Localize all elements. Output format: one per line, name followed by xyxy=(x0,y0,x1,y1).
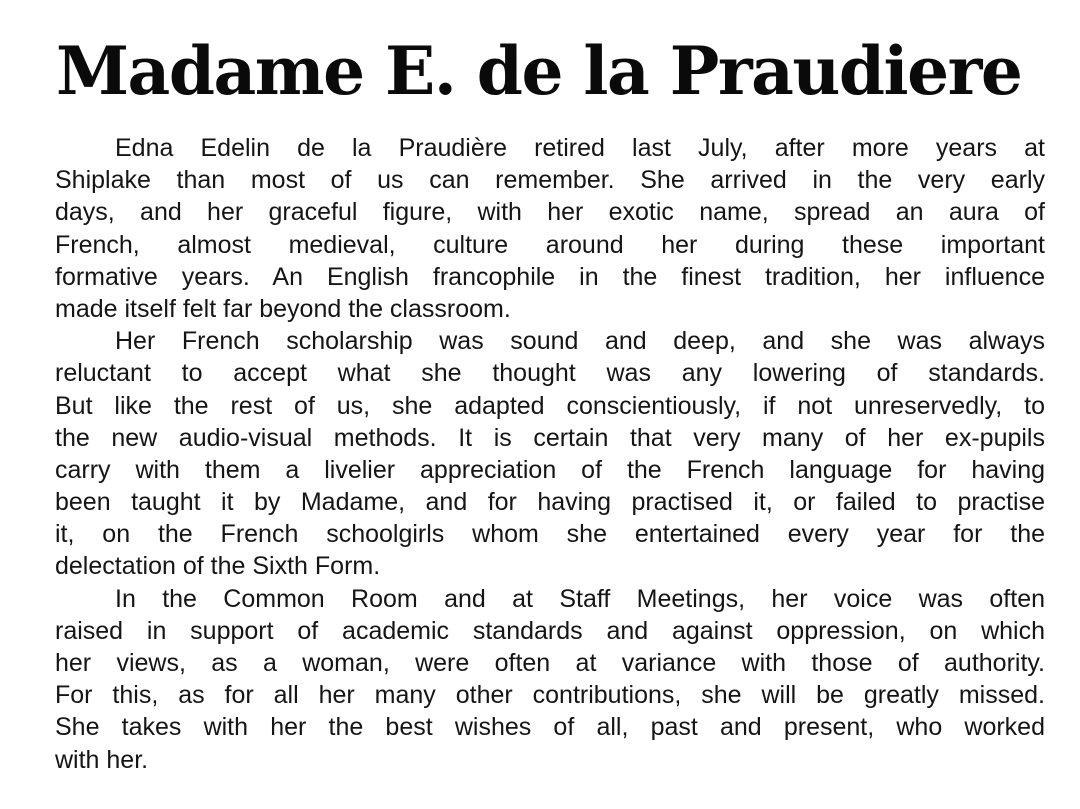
text-line: For this, as for all her many other contributions, she will be greatly missed. xyxy=(55,681,1045,710)
text-line: carry with them a livelier appreciation of the French language for having xyxy=(55,455,1045,484)
text-line: her views, as a woman, were often at variance with those of authority. xyxy=(55,649,1045,677)
text-line: Shiplake than most of us can remember. She arrived in the very early xyxy=(55,166,1045,195)
text-line: made itself felt far beyond the classroom. xyxy=(55,294,511,323)
paragraph xyxy=(55,583,1045,776)
text-line: raised in support of academic standards and against oppression, on which xyxy=(55,616,1045,645)
article-body xyxy=(55,132,1045,776)
text-line: But like the rest of us, she adapted conscientiously, if not unreservedly, to xyxy=(55,391,1045,420)
text-line: Edna Edelin de la Praudière retired last July, after more years at xyxy=(115,134,1045,162)
paragraph xyxy=(55,325,1045,583)
text-line: formative years. An English francophile in the finest tradition, her influence xyxy=(55,262,1045,291)
text-line: French, almost medieval, culture around her during these important xyxy=(55,230,1045,259)
paragraph xyxy=(55,132,1045,325)
text-line: In the Common Room and at Staff Meetings, her voice was often xyxy=(115,584,1045,613)
text-line: it, on the French schoolgirls whom she entertained every year for the xyxy=(55,520,1045,549)
text-line: days, and her graceful figure, with her exotic name, spread an aura of xyxy=(55,198,1045,227)
article-title: Madame E. de la Praudiere xyxy=(56,32,1022,110)
text-line: She takes with her the best wishes of all, past and present, who worked xyxy=(55,713,1045,742)
text-line: delectation of the Sixth Form. xyxy=(55,552,381,581)
text-line: reluctant to accept what she thought was any lowering of standards. xyxy=(55,359,1045,388)
text-line: been taught it by Madame, and for having practised it, or failed to practise xyxy=(55,488,1045,517)
text-line: Her French scholarship was sound and deep, and she was always xyxy=(115,327,1045,356)
text-line: the new audio-visual methods. It is certain that very many of her ex-pupils xyxy=(55,423,1045,452)
text-line: with her. xyxy=(55,745,149,774)
